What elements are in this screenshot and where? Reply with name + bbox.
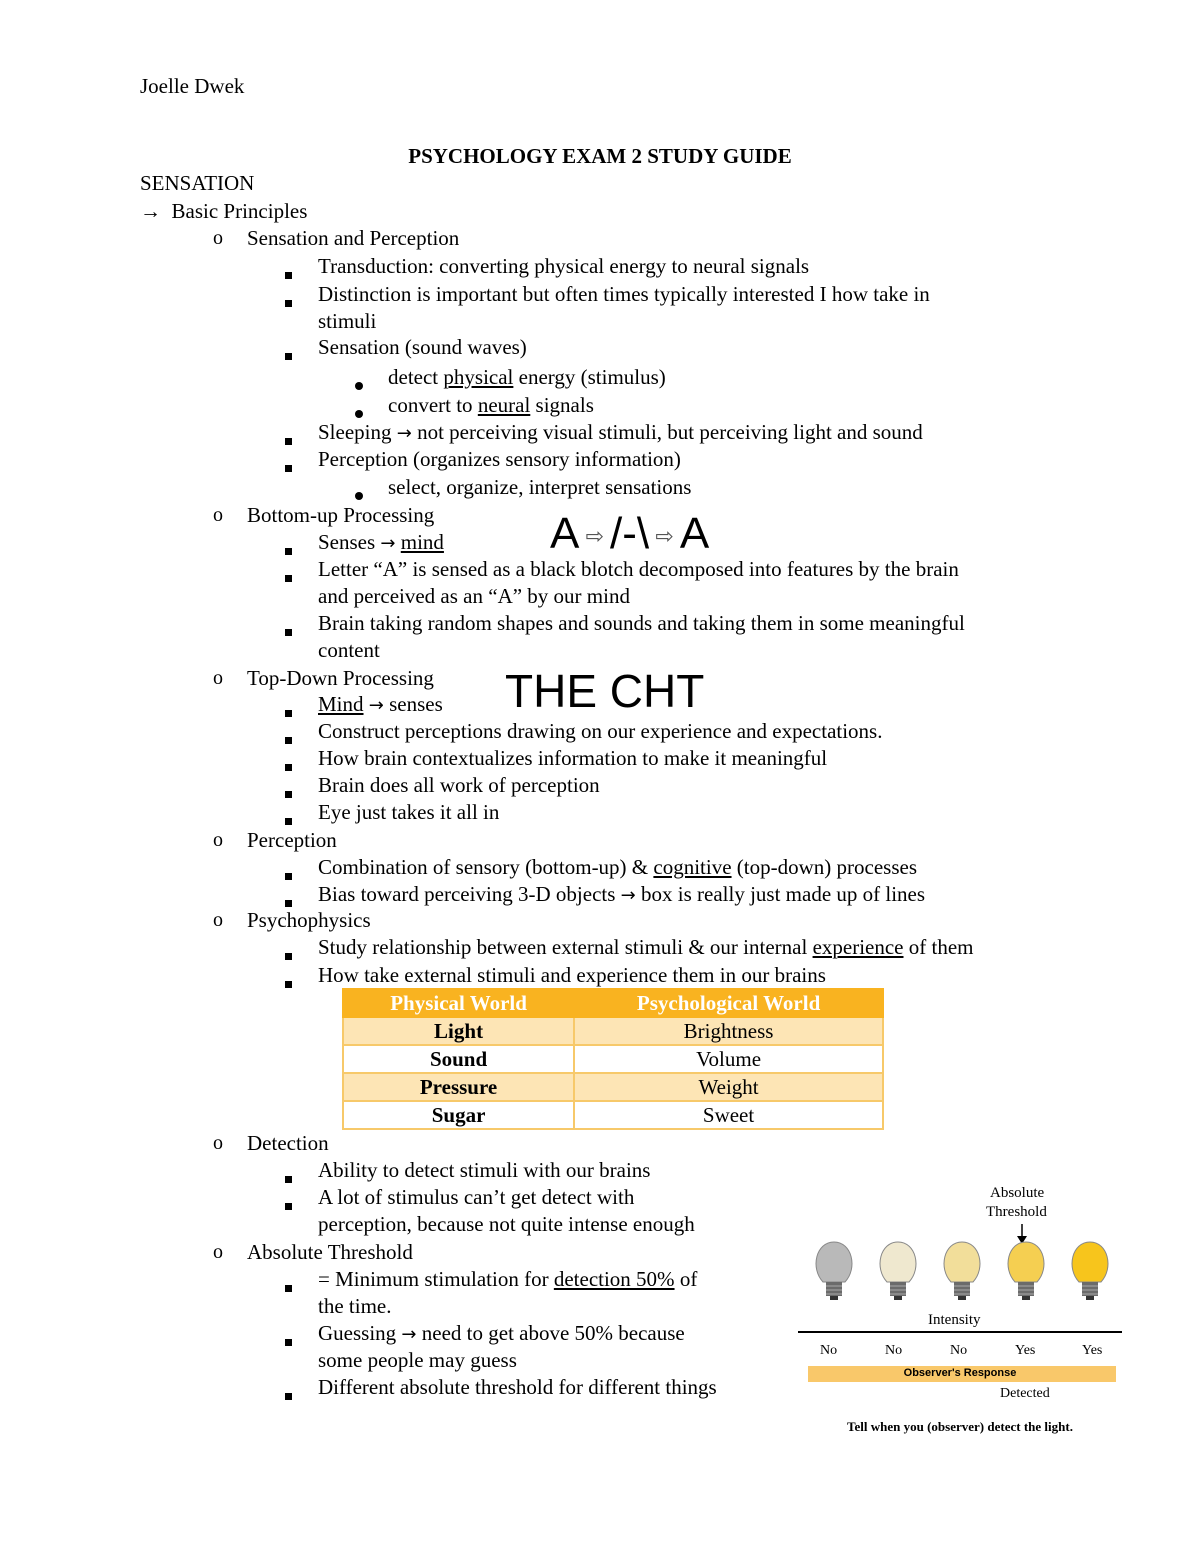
square-bullet-icon: [285, 727, 292, 748]
list-item-continuation: stimuli: [318, 309, 377, 333]
table-row: [343, 1045, 883, 1073]
list-item: Brain taking random shapes and sounds and taking them in some meaningful: [318, 611, 965, 635]
list-item-continuation: and perceived as an “A” by our mind: [318, 584, 630, 608]
list-item-continuation: content: [318, 638, 380, 662]
square-bullet-icon: [285, 262, 292, 283]
table-row: [343, 1017, 883, 1045]
list-item: = Minimum stimulation for detection 50% of: [318, 1267, 698, 1291]
figure-label-intensity: Intensity: [928, 1312, 981, 1328]
outline-heading-sensation-perception: Sensation and Perception: [247, 226, 460, 250]
list-item: select, organize, interpret sensations: [388, 475, 692, 499]
list-item: Letter “A” is sensed as a black blotch decomposed into features by the brain: [318, 557, 959, 581]
outline-circle-icon: o: [213, 1241, 223, 1263]
bottom-up-figure: A ⇨ /-\ ⇨ A: [550, 509, 710, 558]
outline-circle-icon: o: [213, 504, 223, 526]
lightbulb-icon: [816, 1242, 852, 1300]
square-bullet-icon: [285, 455, 292, 476]
table-cell: Volume: [574, 1045, 883, 1073]
square-bullet-icon: [285, 863, 292, 884]
square-bullet-icon: [285, 754, 292, 775]
list-item: Senses → mind: [318, 530, 444, 554]
lightbulb-icon: [880, 1242, 916, 1300]
list-item-continuation: the time.: [318, 1294, 392, 1318]
list-item-continuation: perception, because not quite intense enough: [318, 1212, 695, 1236]
list-item: convert to neural signals: [388, 393, 594, 417]
table-cell: Light: [343, 1017, 574, 1045]
square-bullet-icon: [285, 428, 292, 449]
square-bullet-icon: [285, 1383, 292, 1404]
square-bullet-icon: [285, 343, 292, 364]
list-item: A lot of stimulus can’t get detect with: [318, 1185, 635, 1209]
bulb-svg: [790, 1180, 1130, 1440]
square-bullet-icon: [285, 1166, 292, 1187]
list-item: Distinction is important but often times typically interested I how take in: [318, 282, 930, 306]
response-label: No: [885, 1343, 903, 1358]
author-name: Joelle Dwek: [140, 74, 245, 98]
figure-label-threshold: Threshold: [986, 1204, 1047, 1220]
arrow-icon: →: [620, 885, 636, 906]
list-item: How take external stimuli and experience them in our brains: [318, 963, 826, 987]
square-bullet-icon: [285, 1329, 292, 1350]
table-row: [343, 1073, 883, 1101]
table-cell: Pressure: [343, 1073, 574, 1101]
response-label: No: [950, 1343, 968, 1358]
list-item: Guessing → need to get above 50% because: [318, 1321, 685, 1345]
outline-circle-icon: o: [213, 227, 223, 249]
square-bullet-icon: [285, 700, 292, 721]
table-cell: Sugar: [343, 1101, 574, 1129]
lightbulb-icon: [1072, 1242, 1108, 1300]
square-bullet-icon: [285, 619, 292, 640]
square-bullet-icon: [285, 943, 292, 964]
page-title: PSYCHOLOGY EXAM 2 STUDY GUIDE: [408, 144, 792, 168]
physical-psychological-table: [342, 988, 884, 1130]
list-item: detect physical energy (stimulus): [388, 365, 666, 389]
outline-circle-icon: o: [213, 829, 223, 851]
response-label: No: [820, 1343, 838, 1358]
list-item: Eye just takes it all in: [318, 800, 500, 824]
subsection-heading: → Basic Principles: [140, 199, 308, 223]
dot-bullet-icon: [355, 373, 363, 394]
dot-bullet-icon: [355, 401, 363, 422]
outline-heading-perception: Perception: [247, 828, 337, 852]
outline-circle-icon: o: [213, 667, 223, 689]
list-item: Construct perceptions drawing on our experience and expectations.: [318, 719, 883, 743]
outline-heading-psychophysics: Psychophysics: [247, 908, 371, 932]
section-heading: SENSATION: [140, 171, 255, 195]
response-label: Yes: [1015, 1343, 1036, 1358]
outline-heading-absolute-threshold: Absolute Threshold: [247, 1240, 413, 1264]
list-item: Bias toward perceiving 3-D objects → box is really just made up of lines: [318, 882, 926, 906]
list-item: Brain does all work of perception: [318, 773, 600, 797]
list-item: Study relationship between external stimuli & our internal experience of them: [318, 935, 974, 959]
table-cell: Weight: [574, 1073, 883, 1101]
table-header-row: [343, 989, 883, 1017]
square-bullet-icon: [285, 781, 292, 802]
figure-caption: Tell when you (observer) detect the light.: [847, 1419, 1073, 1434]
list-item: Combination of sensory (bottom-up) & cognitive (top-down) processes: [318, 855, 917, 879]
list-item: Sleeping → not perceiving visual stimuli, but perceiving light and sound: [318, 420, 923, 444]
detected-label: Detected: [1000, 1386, 1050, 1401]
arrow-icon: →: [396, 423, 412, 444]
lightbulb-icon: [944, 1242, 980, 1300]
arrow-icon: →: [368, 695, 384, 716]
table-row: [343, 1101, 883, 1129]
lightbulb-icon: [1008, 1242, 1044, 1300]
table-header-cell: Physical World: [343, 989, 574, 1017]
table-cell: Sound: [343, 1045, 574, 1073]
absolute-threshold-figure: [790, 1180, 1130, 1440]
the-cat-figure: THE CHT: [505, 665, 705, 717]
outline-heading-top-down: Top-Down Processing: [247, 666, 434, 690]
table-cell: Sweet: [574, 1101, 883, 1129]
arrow-icon: →: [380, 533, 396, 554]
list-item: Transduction: converting physical energy to neural signals: [318, 254, 810, 278]
outline-circle-icon: o: [213, 1132, 223, 1154]
square-bullet-icon: [285, 1275, 292, 1296]
list-item-continuation: some people may guess: [318, 1348, 517, 1372]
list-item: Sensation (sound waves): [318, 335, 527, 359]
table-cell: Brightness: [574, 1017, 883, 1045]
figure-label-absolute: Absolute: [990, 1185, 1045, 1201]
square-bullet-icon: [285, 290, 292, 311]
arrow-icon: →: [401, 1324, 417, 1345]
observer-response-label: Observer's Response: [903, 1367, 1017, 1379]
square-bullet-icon: [285, 538, 292, 559]
table-header-cell: Psychological World: [574, 989, 883, 1017]
list-item: Different absolute threshold for different things: [318, 1375, 717, 1399]
outline-heading-bottom-up: Bottom-up Processing: [247, 503, 435, 527]
dot-bullet-icon: [355, 483, 363, 504]
outline-circle-icon: o: [213, 909, 223, 931]
square-bullet-icon: [285, 808, 292, 829]
list-item: Ability to detect stimuli with our brains: [318, 1158, 651, 1182]
list-item: Mind → senses: [318, 692, 443, 716]
response-label: Yes: [1082, 1343, 1103, 1358]
outline-heading-detection: Detection: [247, 1131, 329, 1155]
arrow-icon: →: [140, 199, 161, 223]
square-bullet-icon: [285, 971, 292, 992]
square-bullet-icon: [285, 565, 292, 586]
list-item: How brain contextualizes information to make it meaningful: [318, 746, 828, 770]
list-item: Perception (organizes sensory information): [318, 447, 681, 471]
square-bullet-icon: [285, 1193, 292, 1214]
